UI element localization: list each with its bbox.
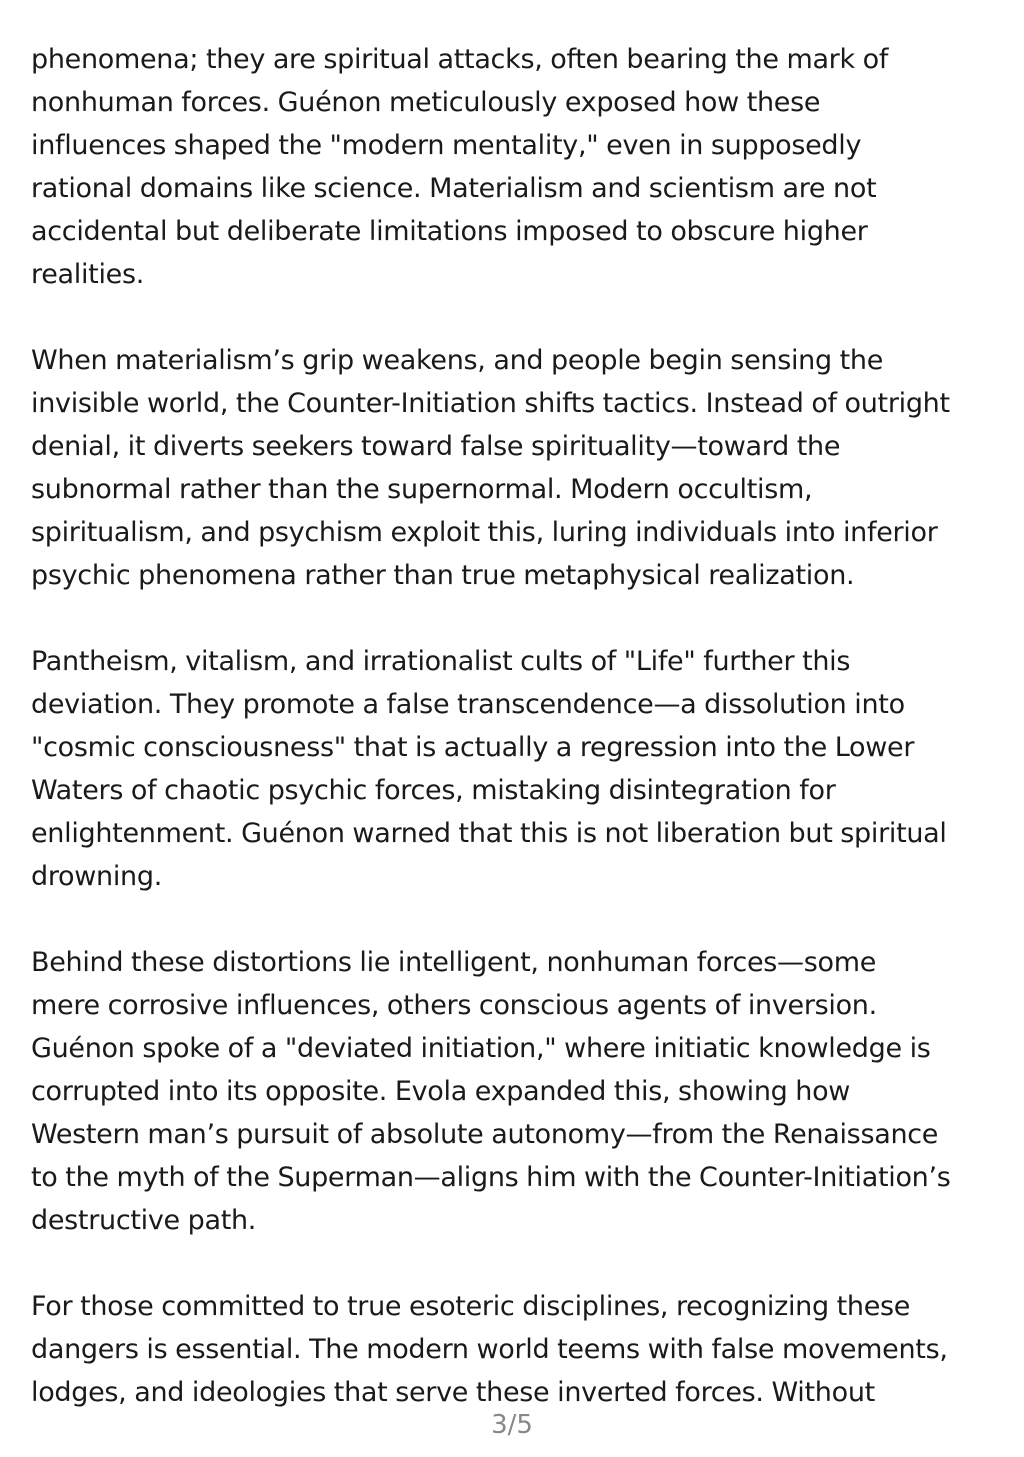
text-line: accidental but deliberate limitations imposed to obscure higher	[31, 216, 868, 247]
text-line: phenomena; they are spiritual attacks, often bearing the mark of	[31, 44, 889, 75]
text-line: lodges, and ideologies that serve these inverted forces. Without	[31, 1377, 875, 1408]
paragraph-1	[31, 38, 1003, 296]
text-line: destructive path.	[31, 1205, 257, 1236]
text-line: invisible world, the Counter-Initiation shifts tactics. Instead of outright	[31, 388, 950, 419]
text-line: nonhuman forces. Guénon meticulously exposed how these	[31, 87, 821, 118]
text-line: to the myth of the Superman—aligns him with the Counter-Initiation’s	[31, 1162, 951, 1193]
text-line: Guénon spoke of a "deviated initiation," where initiatic knowledge is	[31, 1033, 931, 1064]
text-line: realities.	[31, 259, 145, 290]
text-line: When materialism’s grip weakens, and people begin sensing the	[31, 345, 884, 376]
text-line: Western man’s pursuit of absolute autonomy—from the Renaissance	[31, 1119, 939, 1150]
text-line: For those committed to true esoteric disciplines, recognizing these	[31, 1291, 911, 1322]
text-line: "cosmic consciousness" that is actually a regression into the Lower	[31, 732, 915, 763]
paragraph-5	[31, 1285, 1003, 1414]
text-line: influences shaped the "modern mentality," even in supposedly	[31, 130, 862, 161]
text-line: subnormal rather than the supernormal. Modern occultism,	[31, 474, 813, 505]
text-line: psychic phenomena rather than true metaphysical realization.	[31, 560, 855, 591]
paragraph-2	[31, 339, 1003, 597]
text-line: Behind these distortions lie intelligent, nonhuman forces—some	[31, 947, 877, 978]
text-line: deviation. They promote a false transcendence—a dissolution into	[31, 689, 905, 720]
paragraph-3	[31, 640, 1003, 898]
text-line: drowning.	[31, 861, 162, 892]
document-body	[31, 38, 1003, 1457]
text-line: dangers is essential. The modern world teems with false movements,	[31, 1334, 948, 1365]
text-line: spiritualism, and psychism exploit this, luring individuals into inferior	[31, 517, 938, 548]
text-line: mere corrosive influences, others conscious agents of inversion.	[31, 990, 877, 1021]
text-line: Waters of chaotic psychic forces, mistaking disintegration for	[31, 775, 836, 806]
text-line: corrupted into its opposite. Evola expanded this, showing how	[31, 1076, 851, 1107]
page-indicator: 3/5	[491, 1410, 533, 1440]
text-line: denial, it diverts seekers toward false spirituality—toward the	[31, 431, 841, 462]
text-line: rational domains like science. Materialism and scientism are not	[31, 173, 877, 204]
paragraph-4	[31, 941, 1003, 1242]
text-line: enlightenment. Guénon warned that this is not liberation but spiritual	[31, 818, 947, 849]
text-line: Pantheism, vitalism, and irrationalist cults of "Life" further this	[31, 646, 851, 677]
